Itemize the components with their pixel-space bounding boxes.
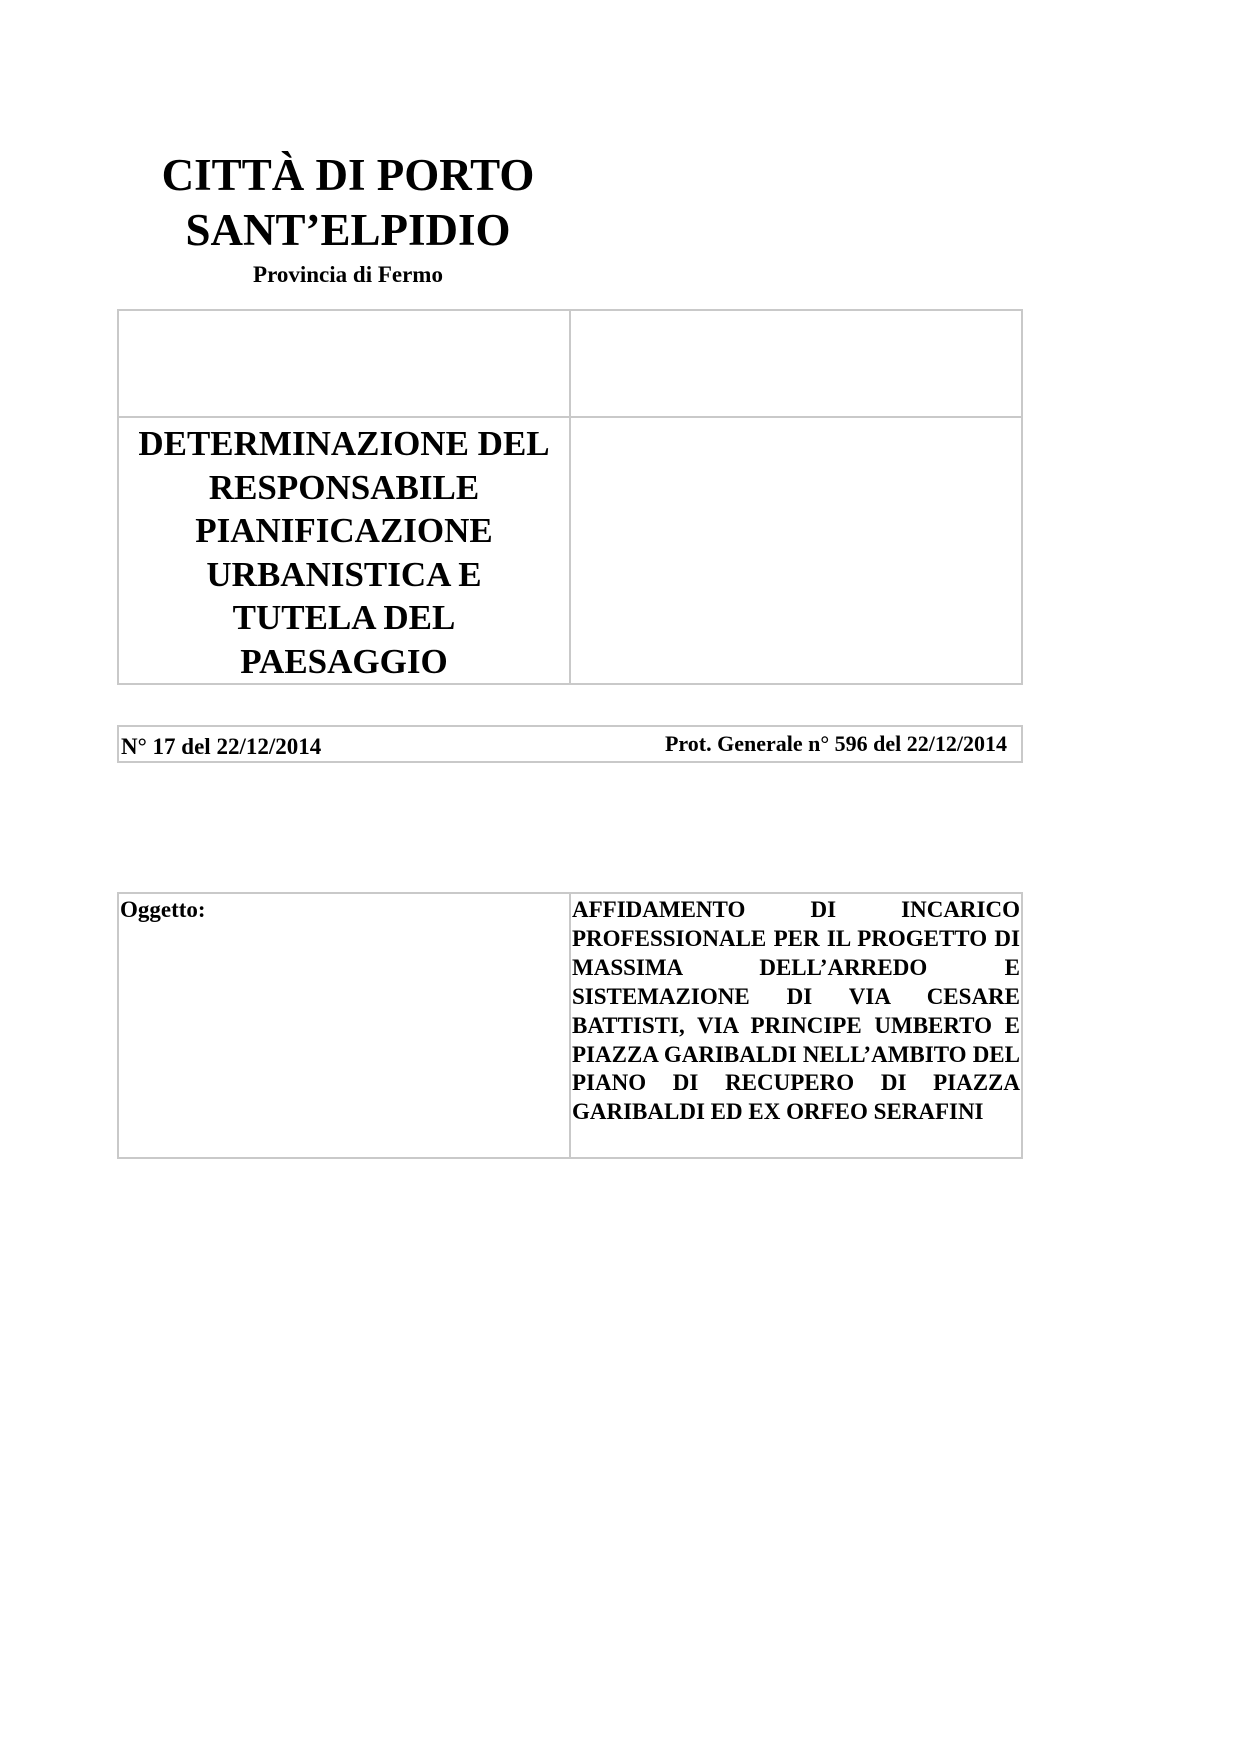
subject-text: AFFIDAMENTO DI INCARICO PROFESSIONALE PER IL PROGETTO DI MASSIMA DELL’ARREDO E SISTEMAZIONE DI VIA CESARE BATTISTI, VIA PRINCIPE UMBERTO E PIAZZA GARIBALDI NELL’AMBITO DEL PIANO DI RECUPERO DI PIAZZA GARIBALDI ED EX ORFEO SERAFINI bbox=[570, 893, 1022, 1158]
determinazione-line: PIANIFICAZIONE bbox=[195, 511, 493, 550]
subject-table bbox=[117, 892, 1023, 1159]
determinazione-line: DETERMINAZIONE DEL bbox=[138, 424, 550, 463]
city-name-line2: SANT’ELPIDIO bbox=[185, 205, 511, 255]
determination-number: N° 17 del 22/12/2014 bbox=[121, 734, 322, 759]
determinazione-line: RESPONSABILE bbox=[208, 467, 480, 507]
determinazione-line: URBANISTICA E bbox=[206, 554, 482, 594]
numbering-row bbox=[118, 726, 1022, 762]
determinazione-title bbox=[118, 417, 570, 684]
numbering-table bbox=[117, 725, 1023, 763]
empty-cell-left bbox=[118, 310, 570, 417]
empty-cell-right bbox=[570, 310, 1022, 417]
city-name-line1: CITTÀ DI PORTO bbox=[161, 150, 535, 200]
subject-label: Oggetto: bbox=[118, 893, 570, 1158]
determinazione-line: PAESAGGIO bbox=[240, 641, 448, 681]
determinazione-table bbox=[117, 309, 1023, 685]
document-header bbox=[118, 148, 578, 288]
province-name: Provincia di Fermo bbox=[253, 262, 443, 287]
empty-cell-right-2 bbox=[570, 417, 1022, 684]
protocol-number: Prot. Generale n° 596 del 22/12/2014 bbox=[664, 731, 1007, 756]
determinazione-line: TUTELA DEL bbox=[232, 598, 456, 637]
